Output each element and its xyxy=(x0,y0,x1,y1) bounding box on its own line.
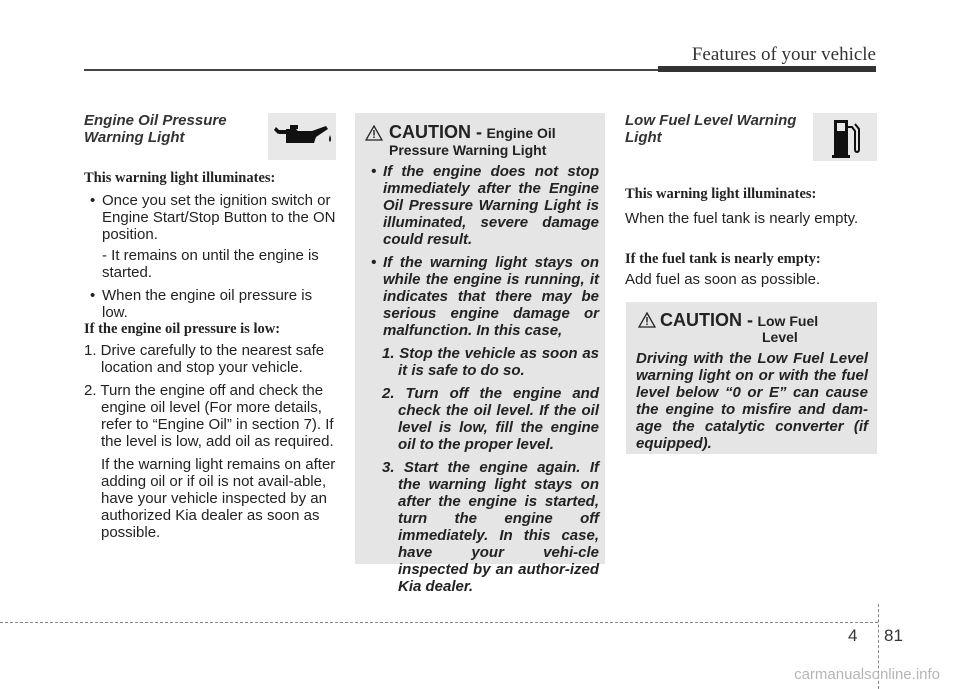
caution-body: Driving with the Low Fuel Level warning light on or with the fuel level below “0 or E” can cause the engine to misfire and dam-age the catalytic converter (if equipped). xyxy=(636,350,868,452)
low-fuel-icon-box xyxy=(813,113,877,161)
warning-triangle-icon xyxy=(638,312,656,328)
oil-low-steps xyxy=(84,342,336,541)
oil-low-heading: If the engine oil pressure is low: xyxy=(84,321,281,337)
fuel-title-line1: Low Fuel Level Warning xyxy=(625,112,797,129)
caution-box-oil-pressure xyxy=(355,113,605,595)
oil-title-line1: Engine Oil Pressure xyxy=(84,112,227,129)
oil-pressure-icon-box xyxy=(268,113,336,160)
oil-illuminates-list xyxy=(84,192,336,321)
low-fuel-section-title xyxy=(625,112,815,146)
fuel-empty-heading: If the fuel tank is nearly empty: xyxy=(625,251,821,267)
fuel-pump-icon xyxy=(813,113,877,161)
fuel-empty-text: Add fuel as soon as possible. xyxy=(625,271,821,288)
caution-heading: CAUTION - Low Fuel xyxy=(660,310,819,330)
caution-box-low-fuel xyxy=(626,302,877,454)
fuel-illuminates-heading: This warning light illuminates: xyxy=(625,186,817,202)
warning-triangle-icon xyxy=(365,125,383,141)
caution-subject-line2: Pressure Warning Light xyxy=(389,142,547,158)
list-item: 1. Drive carefully to the nearest safe location and stop your vehicle. xyxy=(84,342,325,376)
fuel-title-line2: Light xyxy=(625,129,662,146)
chapter-number: 4 xyxy=(848,626,858,645)
page-number: 81 xyxy=(884,626,903,645)
oil-pressure-section-title xyxy=(84,112,264,146)
caution-heading: CAUTION - Engine Oil xyxy=(389,122,556,142)
list-item: • If the warning light stays on while the engine is running, it indicates that there may be serious engine damage or malfunction. In this case, xyxy=(365,254,599,339)
list-item: • If the engine does not stop immediately after the Engine Oil Pressure Warning Light is illuminated, severe damage could result. xyxy=(365,163,599,248)
header-divider-accent xyxy=(658,66,876,72)
oil-illuminates-heading: This warning light illuminates: xyxy=(84,170,276,186)
caution-subject-line2: Level xyxy=(762,329,798,345)
fuel-illuminates-text: When the fuel tank is nearly empty. xyxy=(625,210,859,227)
list-item-sub: - It remains on until the engine is started. xyxy=(102,247,319,281)
watermark: carmanualsonline.info xyxy=(794,666,940,683)
list-item: • When the engine oil pressure is low. xyxy=(84,287,336,321)
list-item: 2. Turn off the engine and check the oil level. If the oil level is low, fill the engine oil to the proper level. xyxy=(382,385,599,453)
page-header-title: Features of your vehicle xyxy=(691,44,876,65)
oil-title-line2: Warning Light xyxy=(84,129,185,146)
list-item: • Once you set the ignition switch or Engine Start/Stop Button to the ON position. xyxy=(84,192,336,243)
oil-step2-paragraph: If the warning light remains on after adding oil or if oil is not avail-able, have your vehicle inspected by an authorized Kia dealer as soon as possible. xyxy=(101,456,336,541)
list-item: 1. Stop the vehicle as soon as it is safe to do so. xyxy=(382,345,599,379)
list-item: 3. Start the engine again. If the warning light stays on after the engine is started, turn the engine off immediately. In this case, have your vehi-cle inspected by an author-ized Kia dealer. xyxy=(382,459,599,595)
footer-divider xyxy=(0,622,878,623)
list-item: 2. Turn the engine off and check the engine oil level (For more details, refer to “Engine Oil” in section 7). If the level is low, add oil as required. xyxy=(84,382,334,450)
caution-body xyxy=(365,163,599,595)
oil-can-icon xyxy=(268,113,336,160)
